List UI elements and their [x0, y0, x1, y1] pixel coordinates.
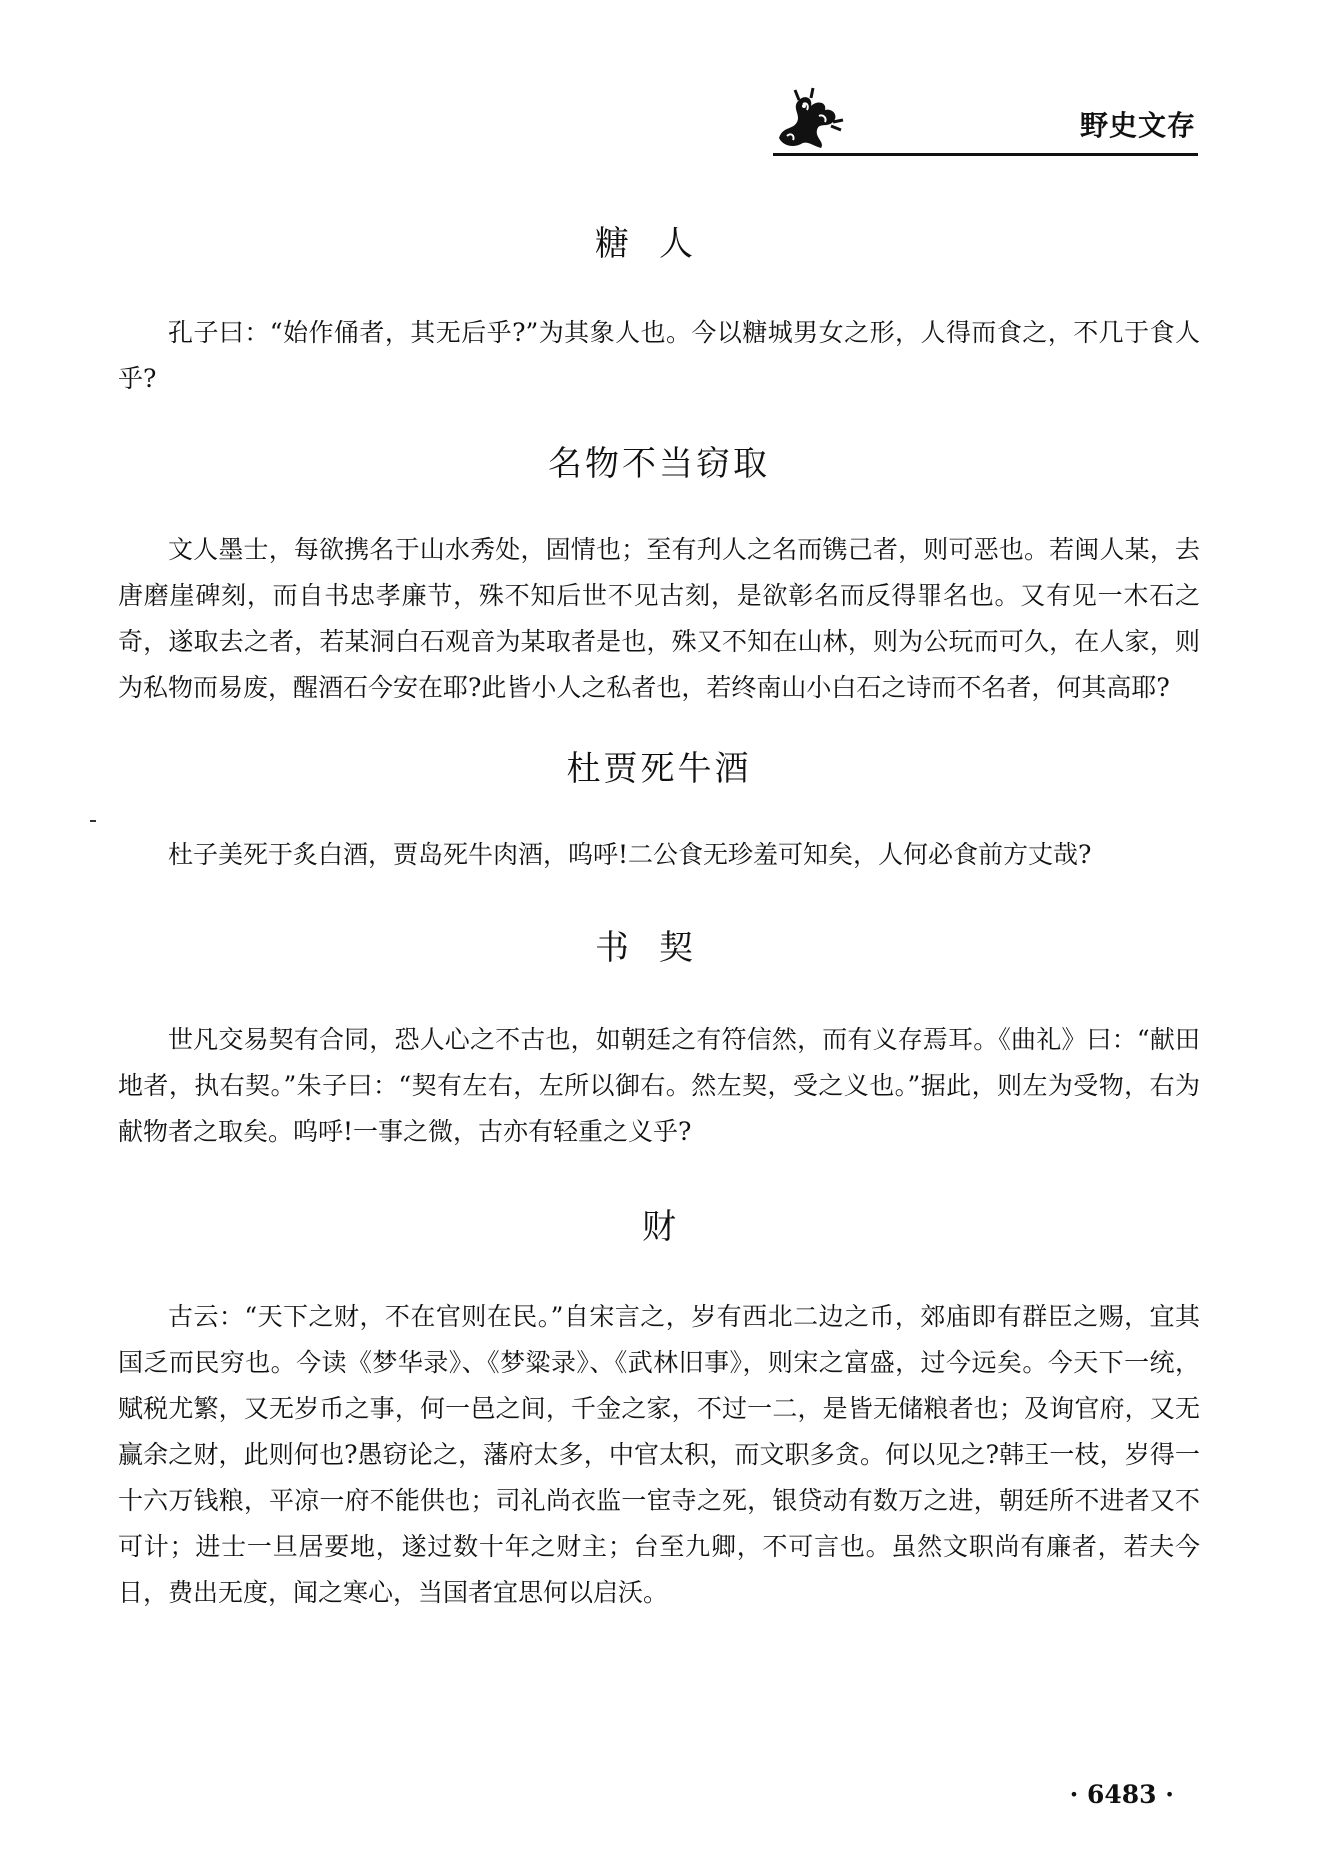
article-title: 杜贾死牛酒 — [566, 749, 752, 789]
article-body: 杜子美死于炙白酒，贾岛死牛肉酒，呜呼!二公食无珍羞可知矣，人何必食前方丈哉? — [168, 840, 1092, 869]
running-header — [773, 86, 1198, 156]
article-title: 财 — [642, 1207, 676, 1247]
article-shuqi — [118, 920, 1200, 1155]
header-rule — [773, 153, 1198, 156]
article-tangren — [118, 216, 1200, 402]
article-title: 糖人 — [595, 224, 723, 264]
article-body: 世凡交易契有合同，恐人心之不古也，如朝廷之有符信然，而有义存焉耳。《曲礼》曰：“献田地者，执右契。”朱子曰：“契有左右，左所以御右。然左契，受之义也。”据此，则左为受物，右为献物者之取矣。呜呼!一事之微，古亦有轻重之义乎? — [118, 1025, 1200, 1146]
article-title: 书契 — [595, 928, 723, 968]
series-title: 野史文存 — [1079, 109, 1196, 142]
page-content — [118, 210, 1200, 1616]
article-mingwu — [118, 436, 1200, 711]
article-body: 孔子曰：“始作俑者，其无后乎?”为其象人也。今以糖城男女之形，人得而食之，不几于食人乎? — [118, 318, 1200, 393]
page-number: · 6483 · — [1069, 1780, 1174, 1809]
article-body: 古云：“天下之财，不在官则在民。”自宋言之，岁有西北二边之币，郊庙即有群臣之赐，宜其国乏而民穷也。今读《梦华录》、《梦粱录》、《武林旧事》，则宋之富盛，过今远矣。今天下一统，赋税尤繁，又无岁币之事，何一邑之间，千金之家，不过一二，是皆无储粮者也；及询官府，又无赢余之财，此则何也?愚窃论之，藩府太多，中官太积，而文职多贪。何以见之?韩王一枝，岁得一十六万钱粮，平凉一府不能供也；司礼尚衣监一宦寺之死，银贷动有数万之进，朝廷所不进者又不可计；进士一旦居要地，遂过数十年之财主；台至九卿，不可言也。虽然文职尚有廉者，若夫今日，费出无度，闻之寒心，当国者宜思何以启沃。 — [118, 1302, 1200, 1607]
article-dujia — [118, 741, 1200, 878]
dragon-emblem-icon — [773, 86, 845, 152]
article-cai — [118, 1199, 1200, 1616]
article-body: 文人墨士，每欲携名于山水秀处，固情也；至有刋人之名而镌己者，则可恶也。若闽人某，去唐磨崖碑刻，而自书忠孝廉节，殊不知后世不见古刻，是欲彰名而反得罪名也。又有见一木石之奇，遂取去之者，若某洞白石观音为某取者是也，殊又不知在山林，则为公玩而可久，在人家，则为私物而易废，醒酒石今安在耶?此皆小人之私者也，若终南山小白石之诗而不名者，何其高耶? — [118, 535, 1200, 702]
article-title: 名物不当窃取 — [548, 444, 770, 484]
scan-speck — [90, 820, 96, 822]
